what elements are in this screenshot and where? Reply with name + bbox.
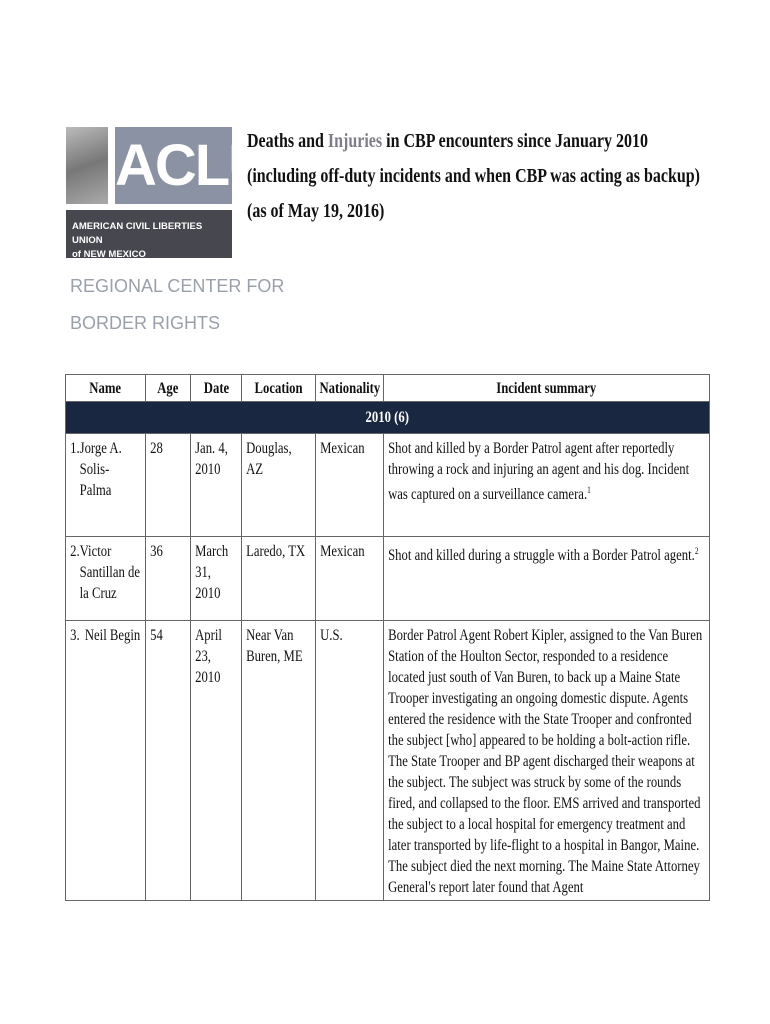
nationality-cell: Mexican: [320, 440, 365, 457]
footnote-ref: 1: [587, 485, 591, 495]
year-row: [66, 402, 710, 434]
name-cell: Jorge A. Solis-Palma: [79, 440, 122, 499]
table-row: 1. Jorge A. Solis-Palma 28 Jan. 4, 2010 Douglas, AZ Mexican Shot and killed by a Border Patrol agent after reportedly throwing a rock and injuring an agent and his dog. Incident was captured on a surveillance camera.$^1$: [66, 434, 710, 537]
age-cell: 28: [150, 440, 163, 457]
logo-bar-line1: AMERICAN CIVIL LIBERTIES UNION: [72, 221, 203, 246]
title-text: in CBP encounters since January 2010: [382, 130, 648, 152]
location-cell: Douglas, AZ: [246, 440, 292, 478]
page-title: [247, 124, 700, 229]
date-cell: April 23, 2010: [195, 627, 222, 686]
header-summary: Incident summary: [384, 375, 710, 402]
incidents-table: [65, 374, 710, 901]
summary-cell: Shot and killed by a Border Patrol agent after reportedly throwing a rock and injuring an agent and his dog. Incident was captured on a surveillance camera.$^1$: [388, 440, 690, 504]
name-cell: Victor Santillan de la Cruz: [79, 543, 141, 602]
footnote-ref: 2: [694, 546, 699, 556]
summary-cell: Shot and killed during a struggle with a Border Patrol agent.$^2$: [388, 546, 699, 565]
name-cell: Neil Begin: [84, 627, 141, 644]
nationality-cell: Mexican: [320, 543, 365, 560]
title-line3: (as of May 19, 2016): [247, 200, 385, 222]
header-nationality: Nationality: [316, 375, 384, 402]
header-location: Location: [242, 375, 316, 402]
date-cell: Jan. 4, 2010: [195, 440, 228, 478]
statue-of-liberty-logo-image: [66, 127, 108, 204]
title-injuries: Injuries: [327, 130, 383, 152]
aclu-logo: ACLU: [115, 127, 232, 204]
table-row: 3. Neil Begin 54 April 23, 2010 Near Van Buren, ME U.S. Border Patrol Agent Robert Kipler, assigned to the Van Buren Station of the Houlton Sector, responded to a residence located just south of Van Buren, to back up a Maine State Trooper investigating an ongoing domestic dispute. Agents entered the residence with the State Trooper and confronted the subject [who] appeared to be holding a bolt-action rifle. The State Trooper and BP agent discharged their weapons at the subject. The subject was struck by some of the rounds fired, and collapsed to the floor. EMS arrived and transported the subject to a local hospital for emergency treatment and later transported by life-flight to a hospital in Bangor, Maine. The subject died the next morning. The Maine State Attorney General's report later found that Agent: [66, 621, 710, 901]
header-date: Date: [191, 375, 242, 402]
age-cell: 36: [150, 543, 163, 560]
regional-center-line2: BORDER RIGHTS: [70, 313, 221, 333]
title-text: Deaths and: [247, 130, 328, 152]
nationality-cell: U.S.: [320, 627, 343, 644]
aclu-logo-bar: [66, 210, 232, 258]
summary-cell: Border Patrol Agent Robert Kipler, assigned to the Van Buren Station of the Houlton Sector, responded to a residence located just south of Van Buren, to back up a Maine State Trooper investigating an ongoing domestic dispute. Agents entered the residence with the State Trooper and confronted the subject [who] appeared to be holding a bolt-action rifle. The State Trooper and BP agent discharged their weapons at the subject. The subject was struck by some of the rounds fired, and collapsed to the floor. EMS arrived and transported the subject to a local hospital for emergency treatment and later transported by life-flight to a hospital in Bangor, Maine. The subject died the next morning. The Maine State Attorney General's report later found that Agent: [388, 627, 703, 896]
header-age: Age: [146, 375, 191, 402]
date-cell: March 31, 2010: [195, 543, 229, 602]
location-cell: Laredo, TX: [246, 543, 306, 560]
regional-center-line1: REGIONAL CENTER FOR: [70, 276, 285, 296]
age-cell: 54: [150, 627, 163, 644]
location-cell: Near Van Buren, ME: [246, 627, 303, 665]
header-name: Name: [66, 375, 146, 402]
year-label: 2010 (6): [365, 409, 410, 426]
title-line2: (including off-duty incidents and when CBP was acting as backup): [247, 165, 700, 187]
table-header-row: [66, 375, 710, 402]
logo-bar-line2: of NEW MEXICO: [72, 249, 146, 260]
table-row: 2. Victor Santillan de la Cruz 36 March 31, 2010 Laredo, TX Mexican Shot and killed during a struggle with a Border Patrol agent.$^2$: [66, 537, 710, 621]
